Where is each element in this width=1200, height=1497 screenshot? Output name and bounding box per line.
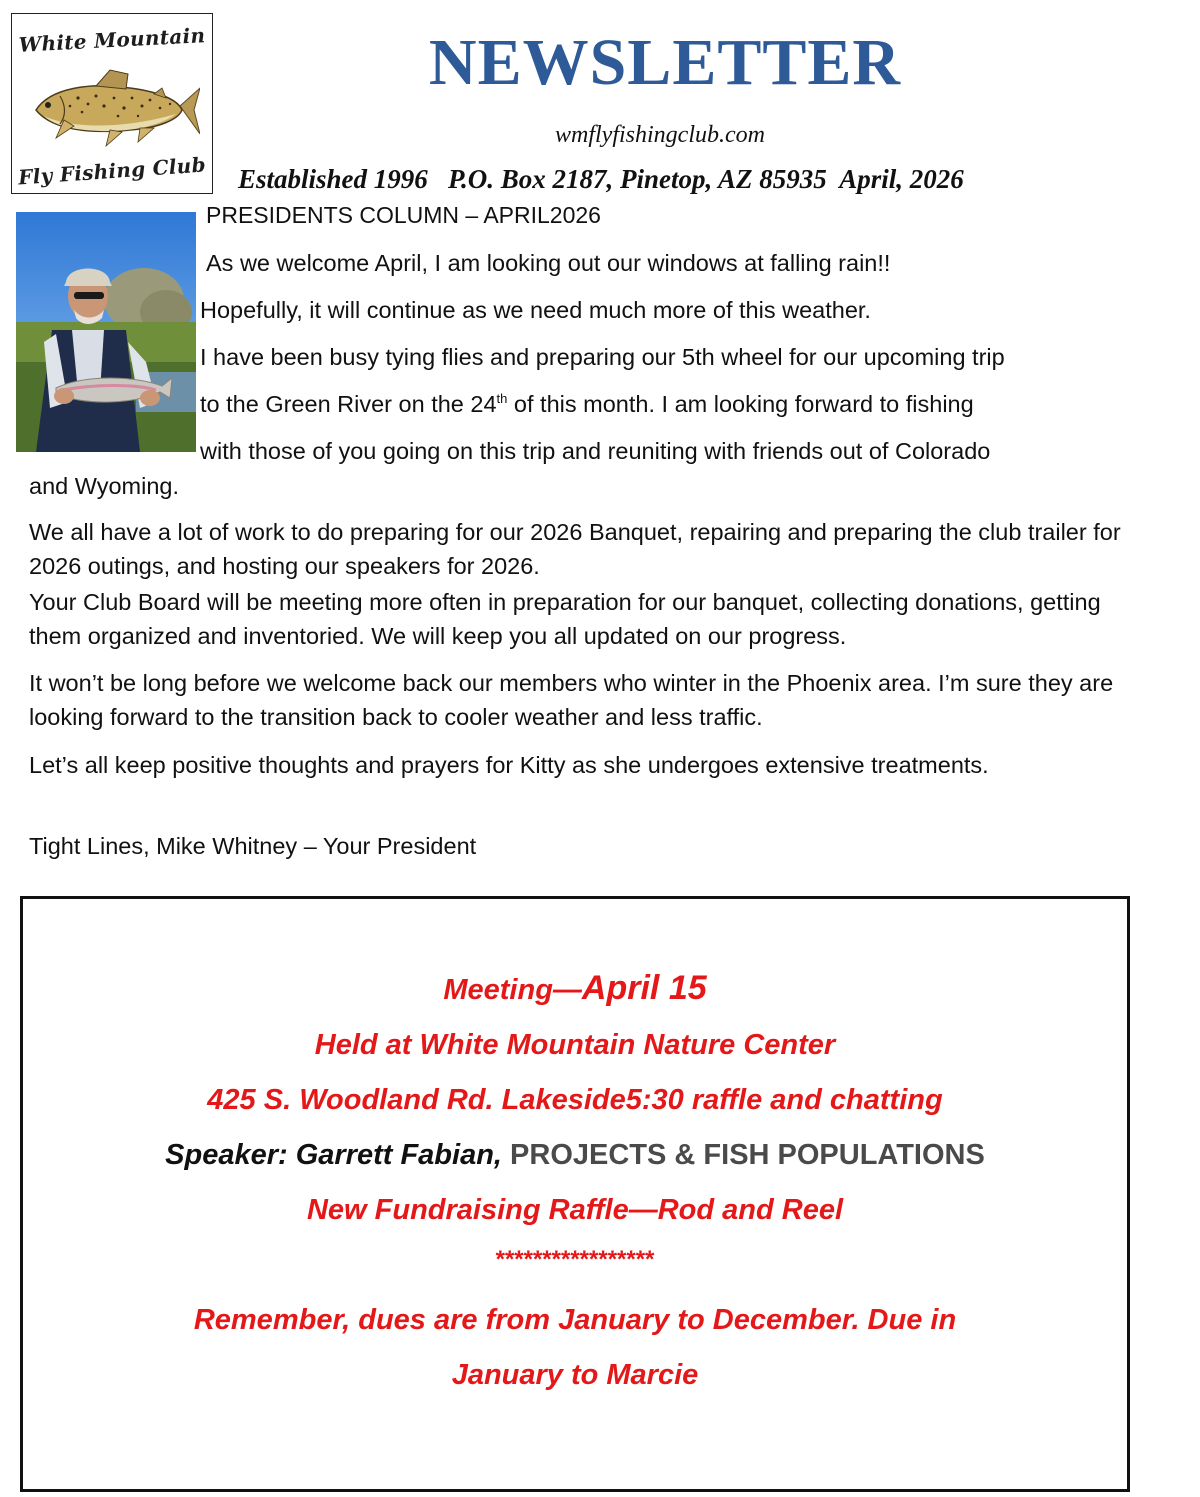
logo-bottom-text: Fly Fishing Club — [17, 152, 207, 190]
meeting-announcement-box — [20, 896, 1130, 1492]
meeting-location: Held at White Mountain Nature Center — [314, 1029, 836, 1061]
dues-reminder-line-2: January to Marcie — [451, 1359, 699, 1391]
website-link[interactable]: wmflyfishingclub.com — [555, 122, 765, 148]
column-heading: PRESIDENTS COLUMN – APRIL2026 — [206, 202, 601, 228]
column-line-2: Hopefully, it will continue as we need much more of this weather. — [200, 297, 871, 323]
column-line-3: I have been busy tying flies and preparing our 5th wheel for our upcoming trip — [200, 344, 1005, 370]
trout-illustration — [30, 58, 200, 158]
president-photo — [16, 212, 196, 452]
meeting-date-line — [23, 969, 1127, 1008]
dues-reminder-line-1: Remember, dues are from January to December. Due in — [193, 1304, 957, 1336]
column-paragraph-banquet: We all have a lot of work to do preparing for our 2026 Banquet, repairing and preparing the club trailer for 2026 outings, and hosting our speakers for 2026. — [29, 519, 1121, 579]
column-line-6: and Wyoming. — [29, 473, 179, 499]
column-line-4-end: of this month. I am looking forward to fishing — [507, 391, 974, 417]
column-line-5: with those of you going on this trip and reuniting with friends out of Colorado — [200, 438, 991, 464]
ordinal-suffix: th — [496, 391, 508, 407]
raffle-announcement: New Fundraising Raffle—Rod and Reel — [306, 1194, 844, 1226]
column-paragraph-kitty: Let’s all keep positive thoughts and prayers for Kitty as she undergoes extensive treatments. — [29, 752, 989, 778]
club-logo — [11, 13, 213, 194]
column-line-4 — [200, 391, 974, 418]
logo-top-text: White Mountain — [18, 23, 206, 57]
meeting-date: April 15 — [581, 969, 707, 1007]
column-signoff: Tight Lines, Mike Whitney – Your President — [29, 833, 477, 859]
established-line: Established 1996 P.O. Box 2187, Pinetop, AZ 85935 April, 2026 — [238, 164, 964, 194]
column-paragraph-board: Your Club Board will be meeting more often in preparation for our banquet, collecting donations, getting them organized and inventoried. We will keep you all updated on our progress. — [29, 589, 1101, 649]
speaker-topic: PROJECTS & FISH POPULATIONS — [510, 1139, 985, 1171]
column-line-1: As we welcome April, I am looking out our windows at falling rain!! — [206, 250, 891, 276]
newsletter-title: NEWSLETTER — [428, 26, 902, 99]
column-paragraph-phoenix: It won’t be long before we welcome back our members who winter in the Phoenix area. I’m sure they are looking forward to the transition back to cooler weather and less traffic. — [29, 670, 1114, 730]
meeting-label: Meeting— — [443, 974, 582, 1006]
meeting-speaker-line — [23, 1139, 1127, 1172]
speaker-label: Speaker: Garrett Fabian, — [165, 1139, 511, 1171]
asterisk-divider: ***************** — [495, 1246, 655, 1273]
meeting-address: 425 S. Woodland Rd. Lakeside5:30 raffle and chatting — [207, 1084, 943, 1116]
column-line-4-start: to the Green River on the 24 — [200, 391, 497, 417]
